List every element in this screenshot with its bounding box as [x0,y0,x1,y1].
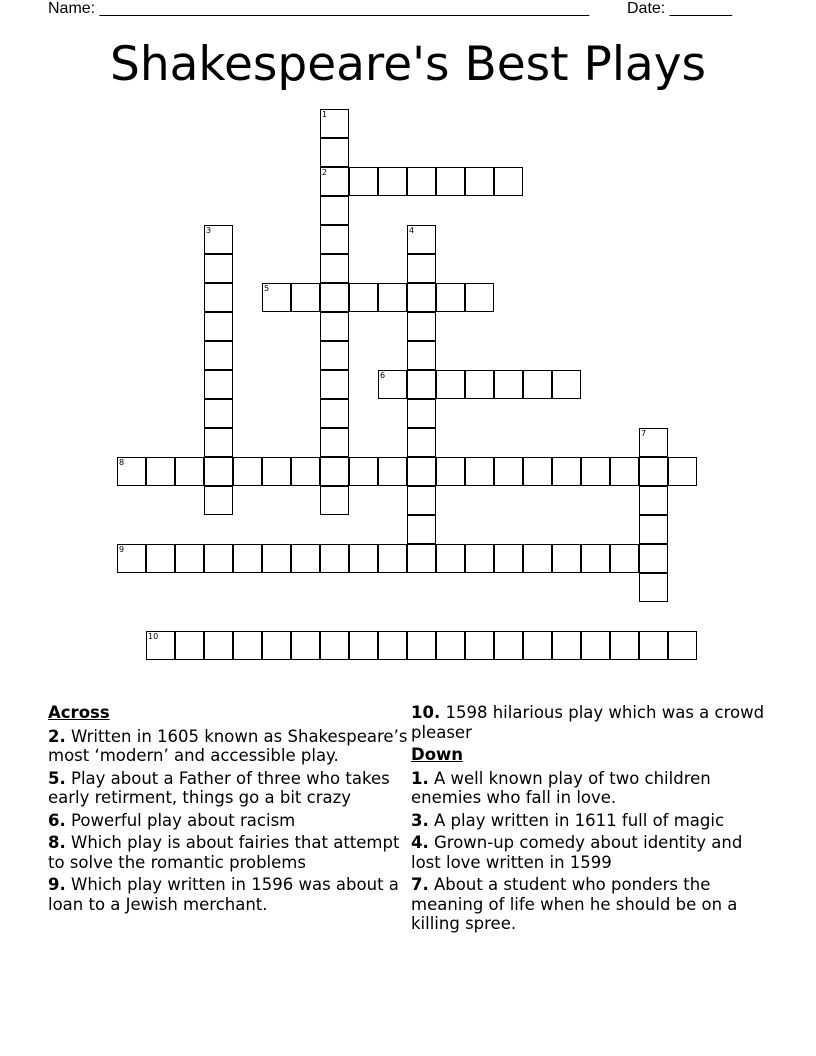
grid-cell[interactable] [523,631,552,660]
grid-cell[interactable] [146,631,175,660]
grid-cell[interactable] [349,457,378,486]
grid-cell[interactable] [291,544,320,573]
clues-column-right [411,703,771,937]
grid-cell[interactable] [320,196,349,225]
clue-number: 5 [264,284,270,293]
clue-across-5: 5. Play about a Father of three who takes early retirment, things go a bit crazy [48,768,390,807]
grid-cell[interactable] [465,631,494,660]
grid-cell[interactable] [610,457,639,486]
grid-cell[interactable] [407,399,436,428]
grid-cell[interactable] [320,138,349,167]
grid-cell[interactable] [117,457,146,486]
grid-cell[interactable] [204,399,233,428]
grid-cell[interactable] [639,457,668,486]
grid-cell[interactable] [581,544,610,573]
clue-number: 1 [322,110,328,119]
grid-cell[interactable] [639,515,668,544]
grid-cell[interactable] [146,457,175,486]
clue-number: 3 [206,226,212,235]
grid-cell[interactable] [262,544,291,573]
grid-cell[interactable] [320,225,349,254]
grid-cell[interactable] [407,515,436,544]
clue-number: 8 [119,458,125,467]
grid-cell[interactable] [349,167,378,196]
name-field[interactable]: Name: _______________________________________________________ [48,0,589,17]
grid-cell[interactable] [494,457,523,486]
grid-cell[interactable] [175,631,204,660]
grid-cell[interactable] [204,457,233,486]
grid-cell[interactable] [436,283,465,312]
grid-cell[interactable] [378,370,407,399]
grid-cell[interactable] [407,225,436,254]
grid-cell[interactable] [175,457,204,486]
grid-cell[interactable] [291,283,320,312]
grid-cell[interactable] [320,544,349,573]
grid-cell[interactable] [552,370,581,399]
grid-cell[interactable] [378,631,407,660]
down-heading: Down [411,745,464,764]
clue-across-9: 9. Which play written in 1596 was about a loan to a Jewish merchant. [48,875,399,914]
grid-cell[interactable] [436,631,465,660]
grid-cell[interactable] [320,312,349,341]
grid-cell[interactable] [320,341,349,370]
grid-cell[interactable] [610,544,639,573]
grid-cell[interactable] [378,544,407,573]
grid-cell[interactable] [436,544,465,573]
grid-cell[interactable] [378,167,407,196]
grid-cell[interactable] [639,544,668,573]
grid-cell[interactable] [668,457,697,486]
clue-down-3: 3. A play written in 1611 full of magic [411,810,725,830]
grid-cell[interactable] [320,283,349,312]
grid-cell[interactable] [378,457,407,486]
grid-cell[interactable] [407,544,436,573]
grid-cell[interactable] [320,428,349,457]
grid-cell[interactable] [262,283,291,312]
grid-cell[interactable] [262,457,291,486]
grid-cell[interactable] [494,167,523,196]
grid-cell[interactable] [581,631,610,660]
grid-cell[interactable] [233,457,262,486]
date-field[interactable]: Date: _______ [627,0,732,17]
grid-cell[interactable] [552,631,581,660]
grid-cell[interactable] [523,370,552,399]
grid-cell[interactable] [320,486,349,515]
grid-cell[interactable] [320,167,349,196]
clue-number: 9 [119,545,125,554]
grid-cell[interactable] [523,544,552,573]
clues-column-left [48,703,410,917]
grid-cell[interactable] [349,544,378,573]
grid-cell[interactable] [552,457,581,486]
clue-across-2: 2. Written in 1605 known as Shakespeare’s most ‘modern’ and accessible play. [48,726,408,765]
grid-cell[interactable] [349,283,378,312]
grid-cell[interactable] [320,399,349,428]
grid-cell[interactable] [407,631,436,660]
grid-cell[interactable] [407,312,436,341]
grid-cell[interactable] [465,167,494,196]
grid-cell[interactable] [204,254,233,283]
grid-cell[interactable] [494,631,523,660]
clue-down-7: 7. About a student who ponders the meaning of life when he should be on a killing spree. [411,875,738,933]
grid-cell[interactable] [233,631,262,660]
grid-cell[interactable] [320,254,349,283]
grid-cell[interactable] [233,544,262,573]
grid-cell[interactable] [523,457,552,486]
grid-cell[interactable] [204,631,233,660]
grid-cell[interactable] [204,312,233,341]
grid-cell[interactable] [639,631,668,660]
grid-cell[interactable] [407,457,436,486]
grid-cell[interactable] [117,544,146,573]
grid-cell[interactable] [407,341,436,370]
grid-cell[interactable] [552,544,581,573]
grid-cell[interactable] [407,167,436,196]
clue-down-4: 4. Grown-up comedy about identity and lost love written in 1599 [411,833,743,872]
clue-number: 4 [409,226,415,235]
clue-number: 2 [322,168,328,177]
grid-cell[interactable] [146,544,175,573]
grid-cell[interactable] [436,370,465,399]
grid-cell[interactable] [204,544,233,573]
clue-across-6: 6. Powerful play about racism [48,810,296,830]
grid-cell[interactable] [581,457,610,486]
clue-across-8: 8. Which play is about fairies that attempt to solve the romantic problems [48,833,400,872]
grid-cell[interactable] [291,457,320,486]
grid-cell[interactable] [465,457,494,486]
grid-cell[interactable] [175,544,204,573]
grid-cell[interactable] [436,457,465,486]
grid-cell[interactable] [407,370,436,399]
grid-cell[interactable] [204,370,233,399]
across-heading: Across [48,703,110,722]
grid-cell[interactable] [436,167,465,196]
grid-cell[interactable] [639,486,668,515]
clue-down-1: 1. A well known play of two children enemies who fall in love. [411,768,711,807]
grid-cell[interactable] [320,457,349,486]
grid-cell[interactable] [262,631,291,660]
grid-cell[interactable] [465,370,494,399]
clue-number: 10 [148,632,159,641]
grid-cell[interactable] [407,428,436,457]
grid-cell[interactable] [291,631,320,660]
grid-cell[interactable] [639,428,668,457]
grid-cell[interactable] [204,428,233,457]
grid-cell[interactable] [320,109,349,138]
grid-cell[interactable] [668,631,697,660]
grid-cell[interactable] [204,486,233,515]
grid-cell[interactable] [204,225,233,254]
clue-number: 6 [380,371,386,380]
grid-cell[interactable] [639,573,668,602]
grid-cell[interactable] [407,283,436,312]
grid-cell[interactable] [407,254,436,283]
grid-cell[interactable] [610,631,639,660]
grid-cell[interactable] [465,544,494,573]
grid-cell[interactable] [320,370,349,399]
page-title: Shakespeare's Best Plays [110,37,706,92]
grid-cell[interactable] [494,370,523,399]
grid-cell[interactable] [378,283,407,312]
clue-across-10: 10. 1598 hilarious play which was a crowd pleaser [411,703,765,742]
grid-cell[interactable] [494,544,523,573]
grid-cell[interactable] [349,631,378,660]
grid-cell[interactable] [204,283,233,312]
grid-cell[interactable] [465,283,494,312]
grid-cell[interactable] [204,341,233,370]
grid-cell[interactable] [320,631,349,660]
grid-cell[interactable] [407,486,436,515]
clue-number: 7 [641,429,647,438]
